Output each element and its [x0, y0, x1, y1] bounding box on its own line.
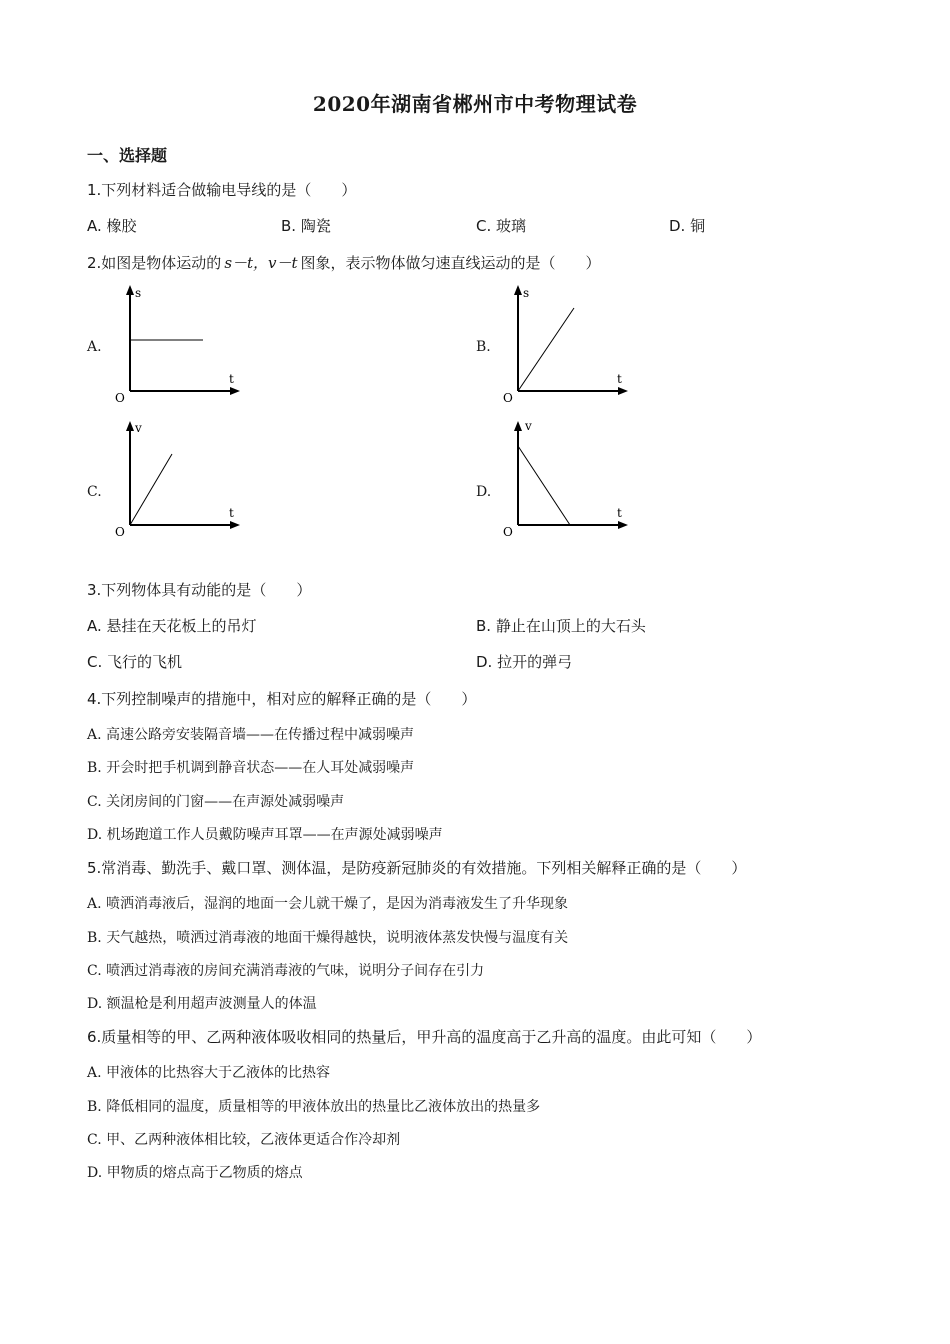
q1-option-c: C. 玻璃: [476, 217, 527, 235]
q4-option-a: A. 高速公路旁安装隔音墙——在传播过程中减弱噪声: [87, 727, 415, 743]
origin-label: O: [503, 391, 513, 405]
q2-graph-c-label: C.: [87, 484, 102, 500]
x-label: t: [617, 506, 622, 520]
question-1-stem: 1.下列材料适合做输电导线的是（ ）: [87, 181, 357, 199]
y-label: s: [135, 286, 142, 300]
question-3-stem: 3.下列物体具有动能的是（ ）: [87, 581, 312, 599]
x-label: t: [229, 372, 234, 386]
q2-stem-prefix: 2.如图是物体运动的: [87, 254, 222, 272]
q2-stem-suffix: 图象，表示物体做匀速直线运动的是（ ）: [300, 254, 601, 272]
x-label: t: [617, 372, 622, 386]
section-heading: 一、选择题: [87, 146, 168, 165]
q2-graph-c: [110, 419, 250, 544]
q2-graph-d: [498, 419, 638, 544]
v-t-line: [518, 446, 570, 525]
q4-option-d: D. 机场跑道工作人员戴防噪声耳罩——在声源处减弱噪声: [87, 827, 443, 843]
q3-option-a: A. 悬挂在天花板上的吊灯: [87, 617, 257, 635]
x-axis-arrow-icon: [618, 387, 628, 395]
origin-label: O: [115, 525, 125, 539]
x-label: t: [229, 506, 234, 520]
y-axis-arrow-icon: [126, 285, 134, 295]
q3-option-c: C. 飞行的飞机: [87, 653, 183, 671]
q2-graph-a-label: A.: [87, 339, 102, 355]
y-axis-arrow-icon: [126, 421, 134, 431]
y-axis-arrow-icon: [514, 285, 522, 295]
q6-option-b: B. 降低相同的温度，质量相等的甲液体放出的热量比乙液体放出的热量多: [87, 1099, 541, 1115]
x-axis-arrow-icon: [618, 521, 628, 529]
q1-option-d: D. 铜: [669, 217, 706, 235]
q6-option-a: A. 甲液体的比热容大于乙液体的比热容: [87, 1065, 331, 1081]
question-4-stem: 4.下列控制噪声的措施中，相对应的解释正确的是（ ）: [87, 690, 477, 708]
v-t-line: [130, 454, 172, 525]
q3-option-d: D. 拉开的弹弓: [476, 653, 573, 671]
y-axis-arrow-icon: [514, 421, 522, 431]
q2-graph-b: [498, 283, 638, 408]
q3-option-b: B. 静止在山顶上的大石头: [476, 617, 646, 635]
x-axis-arrow-icon: [230, 387, 240, 395]
origin-label: O: [503, 525, 513, 539]
q5-option-d: D. 额温枪是利用超声波测量人的体温: [87, 996, 317, 1012]
question-5-stem: 5.常消毒、勤洗手、戴口罩、测体温，是防疫新冠肺炎的有效措施。下列相关解释正确的是（ ）: [87, 859, 747, 877]
q4-option-b: B. 开会时把手机调到静音状态——在人耳处减弱噪声: [87, 760, 415, 776]
q6-option-c: C. 甲、乙两种液体相比较，乙液体更适合作冷却剂: [87, 1132, 401, 1148]
q5-option-b: B. 天气越热，喷洒过消毒液的地面干燥得越快，说明液体蒸发快慢与温度有关: [87, 930, 569, 946]
q2-stem-st: s－t，v－t: [224, 254, 298, 272]
question-2-stem: [87, 252, 601, 273]
q6-option-d: D. 甲物质的熔点高于乙物质的熔点: [87, 1165, 303, 1181]
y-label: v: [525, 419, 532, 433]
q5-option-c: C. 喷洒过消毒液的房间充满消毒液的气味，说明分子间存在引力: [87, 963, 485, 979]
q5-option-a: A. 喷洒消毒液后，湿润的地面一会儿就干燥了，是因为消毒液发生了升华现象: [87, 896, 569, 912]
origin-label: O: [115, 391, 125, 405]
q4-option-c: C. 关闭房间的门窗——在声源处减弱噪声: [87, 794, 345, 810]
page-title: 2020年湖南省郴州市中考物理试卷: [312, 92, 638, 116]
y-label: v: [135, 421, 142, 435]
y-label: s: [523, 286, 530, 300]
q2-graph-d-label: D.: [476, 484, 492, 500]
s-t-line: [518, 308, 574, 391]
q1-option-a: A. 橡胶: [87, 217, 137, 235]
question-6-stem: 6.质量相等的甲、乙两种液体吸收相同的热量后，甲升高的温度高于乙升高的温度。由此可知（ ）: [87, 1028, 762, 1046]
q2-graph-a: [110, 283, 250, 408]
x-axis-arrow-icon: [230, 521, 240, 529]
q1-option-b: B. 陶瓷: [281, 217, 331, 235]
q2-graph-b-label: B.: [476, 339, 491, 355]
